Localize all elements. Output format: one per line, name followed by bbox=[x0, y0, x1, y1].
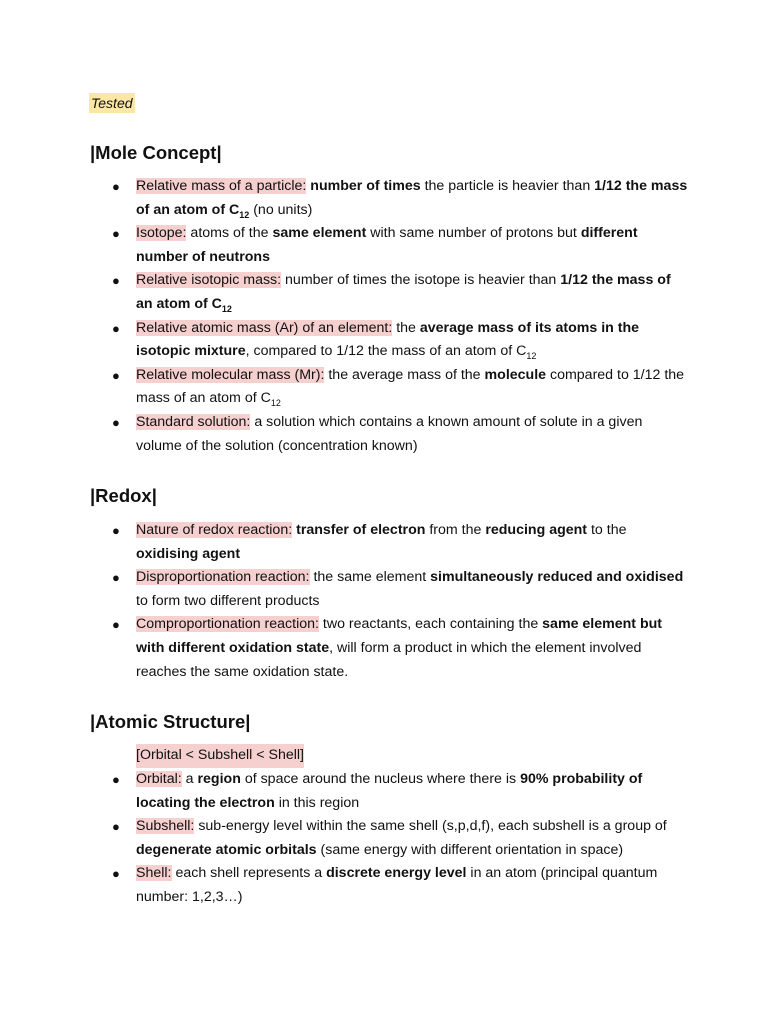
bold-text: molecule bbox=[484, 366, 547, 383]
list-item bbox=[0, 364, 768, 411]
bold-text: oxidising agent bbox=[136, 545, 241, 562]
text-run: , compared to 1/12 the mass of an atom of C bbox=[245, 343, 527, 360]
text-run: the bbox=[392, 319, 420, 336]
list-item bbox=[0, 815, 768, 862]
term: Comproportionation reaction: bbox=[136, 616, 319, 633]
text-run: to form two different products bbox=[136, 592, 320, 609]
bullet-icon: ● bbox=[112, 179, 120, 194]
bold-text: reducing agent bbox=[485, 522, 588, 538]
mole-concept-list bbox=[0, 175, 768, 458]
bullet-icon: ● bbox=[112, 273, 120, 289]
text-run: compared to 1/12 the mass of an atom of C bbox=[136, 366, 685, 407]
bullet-icon: ● bbox=[112, 866, 120, 882]
list-item bbox=[0, 411, 768, 458]
bold-text: discrete energy level bbox=[326, 865, 467, 882]
bold-text: same element but with different oxidation state bbox=[136, 616, 663, 656]
definition bbox=[136, 818, 667, 858]
bullet-icon: ● bbox=[112, 226, 120, 242]
subscript: 12 bbox=[221, 303, 232, 314]
text-run: the same element bbox=[309, 569, 431, 586]
list-item bbox=[0, 566, 768, 613]
text-run: , will form a product in which the element involved reaches the same oxidation state. bbox=[136, 639, 642, 680]
text-run: a solution which contains a known amount of solute in a given volume of the solution (concentration known) bbox=[136, 413, 643, 454]
text-run: in this region bbox=[274, 794, 360, 811]
bold-text: transfer of electron bbox=[296, 522, 426, 538]
text-run: of space around the nucleus where there is bbox=[240, 771, 521, 787]
text-run: the average mass of the bbox=[324, 366, 485, 383]
section-heading-atomic-structure: |Atomic Structure| bbox=[90, 711, 251, 732]
bullet-icon: ● bbox=[112, 819, 120, 835]
section-heading-mole-concept: |Mole Concept| bbox=[90, 142, 222, 163]
text-run: to the bbox=[587, 522, 627, 538]
bullet-icon: ● bbox=[112, 414, 120, 430]
bullet-icon: ● bbox=[112, 523, 120, 538]
definition bbox=[136, 225, 638, 265]
definition bbox=[136, 771, 642, 811]
subscript: 12 bbox=[526, 350, 537, 361]
bullet-icon: ● bbox=[112, 367, 120, 383]
subscript: 12 bbox=[239, 209, 250, 220]
text-run: the particle is heavier than bbox=[420, 178, 595, 194]
term: Relative isotopic mass: bbox=[136, 272, 282, 289]
term: Subshell: bbox=[136, 818, 195, 835]
term: Relative molecular mass (Mr): bbox=[136, 366, 325, 383]
text-run: number of times the isotope is heavier than bbox=[281, 272, 561, 289]
atomic-structure-list bbox=[0, 768, 768, 910]
term: Relative mass of a particle: bbox=[136, 178, 307, 194]
text-run: atoms of the bbox=[186, 225, 273, 242]
redox-list bbox=[0, 519, 768, 684]
bold-text: region bbox=[197, 771, 241, 787]
list-item bbox=[0, 175, 768, 222]
bold-text: 1/12 the mass of an atom of C bbox=[136, 178, 688, 218]
text-run: two reactants, each containing the bbox=[318, 616, 543, 633]
bold-text: same element bbox=[272, 225, 367, 242]
text-run: (no units) bbox=[249, 201, 313, 218]
bullet-icon: ● bbox=[112, 772, 120, 787]
list-item bbox=[0, 613, 768, 684]
text-run: from the bbox=[425, 522, 486, 538]
section-heading-redox: |Redox| bbox=[90, 485, 157, 506]
text-run: each shell represents a bbox=[171, 865, 327, 882]
list-item bbox=[0, 222, 768, 269]
list-item bbox=[0, 862, 768, 909]
bullet-icon: ● bbox=[112, 617, 120, 633]
definition bbox=[136, 865, 657, 905]
bold-text: different number of neutrons bbox=[136, 225, 638, 265]
list-item bbox=[0, 519, 768, 566]
subscript: 12 bbox=[270, 398, 281, 409]
bold-text: number of times bbox=[310, 178, 421, 194]
bullet-icon: ● bbox=[112, 320, 120, 336]
text-run: a bbox=[181, 771, 198, 787]
text-run: with same number of protons but bbox=[366, 225, 581, 242]
text-run: in an atom (principal quantum number: 1,2,3…) bbox=[136, 865, 658, 905]
tested-tag: Tested bbox=[91, 95, 133, 111]
term: Relative atomic mass (Ar) of an element: bbox=[136, 319, 393, 336]
list-item bbox=[0, 269, 768, 316]
bold-text: 1/12 the mass of an atom of C bbox=[136, 272, 671, 312]
list-item bbox=[0, 768, 768, 815]
list-item bbox=[0, 317, 768, 364]
bold-text: average mass of its atoms in the isotopic mixture bbox=[136, 319, 640, 360]
text-run: sub-energy level within the same shell (s,p,d,f), each subshell is a group of bbox=[194, 818, 667, 835]
term: Standard solution: bbox=[136, 413, 251, 430]
term: Shell: bbox=[136, 865, 172, 882]
bold-text: simultaneously reduced and oxidised bbox=[430, 569, 684, 586]
bold-text: degenerate atomic orbitals bbox=[136, 841, 317, 858]
term: Nature of redox reaction: bbox=[136, 522, 293, 538]
term: Disproportionation reaction: bbox=[136, 569, 310, 586]
text-run: (same energy with different orientation in space) bbox=[316, 841, 624, 858]
hierarchy-note: [Orbital < Subshell < Shell] bbox=[136, 744, 304, 768]
term: Isotope: bbox=[136, 225, 187, 242]
term: Orbital: bbox=[136, 771, 182, 787]
bullet-icon: ● bbox=[112, 570, 120, 586]
bold-text: 90% probability of locating the electron bbox=[136, 771, 643, 811]
